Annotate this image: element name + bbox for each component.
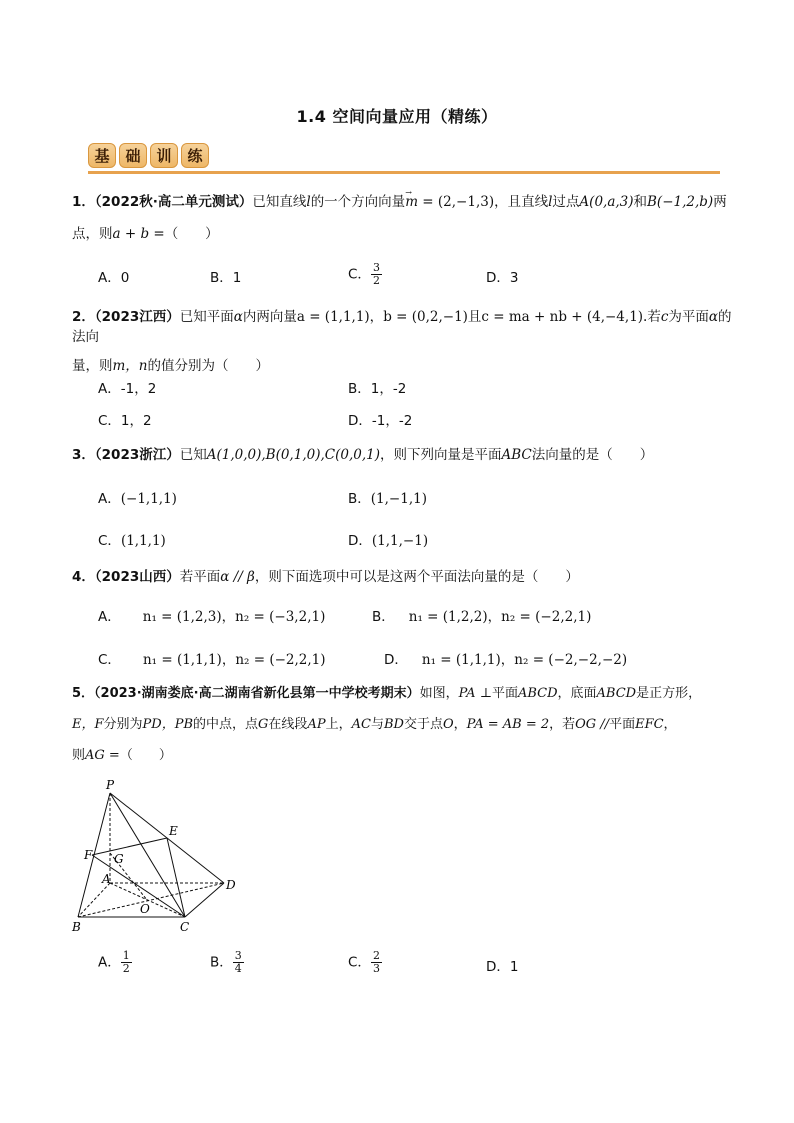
question-text: 的法向 — [72, 309, 732, 345]
question-number: 3． — [72, 447, 95, 463]
fraction — [371, 950, 382, 975]
math-expression: a + b = — [112, 226, 165, 242]
math-symbol: ABC — [501, 447, 532, 463]
question-5 — [72, 684, 732, 766]
option-d[interactable]: D．1 — [486, 959, 519, 975]
page-title: 1.4 空间向量应用（精练） — [296, 107, 498, 126]
question-text: 的一个方向向量 — [310, 194, 406, 210]
question-number: 4． — [72, 569, 95, 585]
math-point: B(−1,2,b) — [647, 194, 714, 210]
math-normal-vector: n₁ = (1,1,1)， — [421, 652, 515, 668]
option-b[interactable] — [372, 605, 591, 625]
option-a[interactable] — [98, 605, 325, 625]
question-source: （2023江西） — [94, 309, 180, 325]
diagonal-bd — [78, 883, 224, 917]
math-vector: → m — [405, 192, 418, 212]
question-number: 5． — [72, 686, 95, 701]
math-vector-value: (−1,1,1) — [120, 491, 177, 507]
question-text: ，底面 — [557, 686, 597, 701]
banner-underline — [88, 171, 720, 174]
option-label: D． — [348, 533, 372, 549]
segment-fe — [92, 838, 167, 855]
question-text: 已知平面 — [179, 309, 234, 325]
option-d[interactable] — [348, 529, 428, 549]
numerator: 2 — [372, 949, 380, 962]
option-b[interactable]: B．1 — [210, 270, 242, 286]
question-text: 和 — [633, 194, 648, 210]
banner-char: 础 — [119, 143, 147, 168]
question-text: 如图， — [419, 686, 459, 701]
option-label: D． — [384, 652, 408, 668]
math-symbol: EFC — [635, 717, 664, 732]
question-3 — [72, 445, 732, 465]
math-symbol: AC — [351, 717, 371, 732]
question-text: ，若 — [549, 717, 576, 732]
question-text: 两 — [713, 194, 727, 210]
math-expression: OG // — [575, 717, 610, 732]
question-source: （2023浙江） — [94, 447, 180, 463]
math-symbol: PD，PB — [142, 717, 194, 732]
label-c: C — [180, 920, 190, 934]
math-symbol: G — [258, 717, 269, 732]
option-b[interactable] — [210, 950, 244, 975]
option-b[interactable]: B．1，-2 — [348, 381, 407, 397]
math-expression: = (2,−1,3)， — [418, 194, 508, 210]
question-text: 的值分别为（ ） — [147, 358, 269, 374]
math-expression: m，n — [112, 358, 148, 374]
label-g: G — [114, 852, 124, 866]
option-c[interactable] — [98, 648, 326, 668]
question-text: 量，则 — [72, 358, 113, 374]
question-text: ，则下列向量是平面 — [379, 447, 502, 463]
pyramid-figure — [66, 775, 246, 940]
question-number: 1． — [72, 194, 95, 210]
math-symbol: ABCD — [596, 686, 637, 701]
label-a: A — [102, 872, 111, 886]
question-text: 与 — [370, 717, 384, 732]
option-a[interactable] — [98, 950, 132, 975]
question-source: （2023山西） — [94, 569, 180, 585]
option-d[interactable]: D．-1，-2 — [348, 413, 413, 429]
denominator: 2 — [122, 962, 130, 975]
option-c[interactable] — [348, 262, 382, 287]
edge-cd — [185, 883, 224, 917]
question-text: 分别为 — [103, 717, 143, 732]
option-a[interactable]: A．0 — [98, 270, 130, 286]
math-vector-value: (1,−1,1) — [370, 491, 427, 507]
math-expression: b = (0,2,−1) — [383, 309, 468, 325]
label-o: O — [140, 902, 150, 916]
option-a[interactable]: A．-1，2 — [98, 381, 157, 397]
math-points: A(1,0,0),B(0,1,0),C(0,0,1) — [206, 447, 380, 463]
math-expression: α // β — [220, 569, 255, 585]
math-expression: a = (1,1,1)， — [296, 309, 384, 325]
numerator: 1 — [122, 949, 130, 962]
math-vector-value: (1,1,−1) — [371, 533, 429, 549]
option-label: B． — [210, 954, 233, 971]
question-text: 已知 — [179, 447, 207, 463]
math-symbol: α — [708, 309, 719, 325]
option-label: C． — [348, 266, 371, 283]
label-p: P — [106, 778, 115, 792]
fraction — [121, 950, 132, 975]
option-c[interactable] — [98, 529, 166, 549]
option-label: C． — [348, 954, 371, 971]
math-symbol: l — [306, 194, 311, 210]
math-expression: AG = — [85, 748, 120, 763]
option-label: A． — [98, 491, 121, 507]
math-expression: PA ⊥ — [458, 686, 492, 701]
math-symbol: α — [233, 309, 243, 325]
math-normal-vector: n₁ = (1,1,1)， — [142, 652, 236, 668]
math-normal-vector: n₂ = (−3,2,1) — [235, 609, 326, 625]
question-text: 平面 — [491, 686, 518, 701]
question-source: （2022秋·高二单元测试） — [94, 194, 253, 210]
math-symbol: E，F — [72, 717, 104, 732]
math-normal-vector: n₁ = (1,2,2)， — [408, 609, 502, 625]
question-text: ，则下面选项中可以是这两个平面法向量的是（ ） — [254, 569, 579, 585]
question-text: 是正方形， — [636, 686, 702, 701]
math-normal-vector: n₂ = (−2,2,1) — [501, 609, 592, 625]
question-text: 且 — [467, 309, 482, 325]
math-symbol: O — [442, 717, 454, 732]
answer-blank: （ ） — [164, 226, 219, 242]
answer-blank: （ ） — [119, 748, 172, 763]
question-source: （2023·湖南娄底·高二湖南省新化县第一中学校考期末） — [94, 686, 420, 701]
option-label: B． — [372, 609, 395, 625]
option-b[interactable] — [348, 487, 427, 507]
label-d: D — [226, 878, 236, 892]
question-text: 平面 — [609, 717, 636, 732]
option-label: A． — [98, 954, 121, 971]
denominator: 2 — [372, 274, 380, 287]
math-vector-value: (1,1,1) — [120, 533, 166, 549]
question-text: 若平面 — [179, 569, 221, 585]
label-b: B — [72, 920, 81, 934]
math-point: A(0,a,3) — [579, 194, 634, 210]
denominator: 4 — [234, 962, 242, 975]
option-label: B． — [348, 491, 371, 507]
option-label: A． — [98, 609, 121, 625]
question-text: 交于点 — [403, 717, 443, 732]
label-e: E — [169, 824, 178, 838]
question-text: 过点 — [552, 194, 580, 210]
math-normal-vector: n₁ = (1,2,3)， — [142, 609, 236, 625]
section-banner — [80, 142, 720, 176]
banner-char: 练 — [181, 143, 209, 168]
question-text: ， — [663, 717, 677, 732]
question-text: 且直线 — [507, 194, 549, 210]
question-text: 上， — [325, 717, 352, 732]
question-text: 在线段 — [268, 717, 308, 732]
banner-char: 训 — [150, 143, 178, 168]
question-number: 2． — [72, 309, 95, 325]
math-symbol: l — [548, 194, 553, 210]
question-text: 点，则 — [72, 226, 113, 242]
option-label: C． — [98, 533, 121, 549]
question-4 — [72, 567, 732, 587]
denominator: 3 — [372, 962, 380, 975]
question-text: 已知直线 — [252, 194, 307, 210]
numerator: 3 — [372, 261, 380, 274]
fraction — [371, 262, 382, 287]
math-symbol: AP — [307, 717, 326, 732]
numerator: 3 — [234, 949, 242, 962]
question-text: 的中点，点 — [193, 717, 259, 732]
fraction — [233, 950, 244, 975]
question-text: 若 — [647, 309, 661, 325]
math-symbol: BD — [383, 717, 404, 732]
segment-fc — [92, 855, 185, 917]
question-text: 内两向量 — [242, 309, 297, 325]
banner-char: 基 — [88, 143, 116, 168]
math-symbol: ABCD — [517, 686, 558, 701]
option-d[interactable] — [384, 648, 627, 668]
option-a[interactable] — [98, 487, 177, 507]
math-symbol: c — [660, 309, 669, 325]
label-f: F — [84, 848, 93, 862]
question-1 — [72, 192, 732, 244]
question-text: 为平面 — [668, 309, 709, 325]
math-expression: PA = AB = 2 — [466, 717, 550, 732]
math-normal-vector: n₂ = (−2,2,1) — [235, 652, 326, 668]
math-expression: c = ma + nb + (4,−4,1). — [481, 309, 648, 325]
option-c[interactable] — [348, 950, 382, 975]
option-d[interactable]: D．3 — [486, 270, 519, 286]
question-text: ， — [453, 717, 467, 732]
option-label: C． — [98, 652, 121, 668]
question-text: 则 — [72, 748, 86, 763]
question-text: 法向量的是（ ） — [531, 447, 654, 463]
question-2 — [72, 307, 732, 376]
option-c[interactable]: C．1，2 — [98, 413, 152, 429]
math-normal-vector: n₂ = (−2,−2,−2) — [514, 652, 628, 668]
